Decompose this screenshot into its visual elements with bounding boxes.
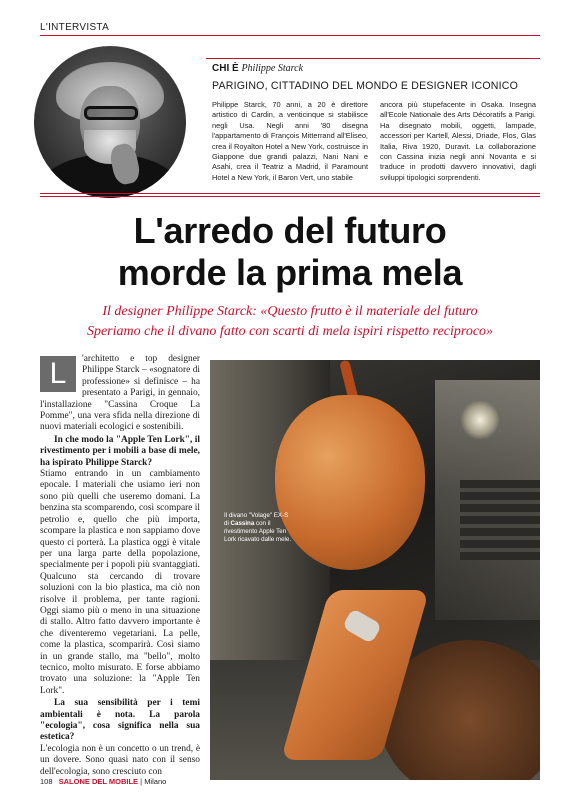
page-number: 108 [40,777,53,786]
footer-city: Milano [144,777,167,786]
headline-line-1: L'arredo del futuro [133,210,447,251]
profile-title: PARIGINO, CITTADINO DEL MONDO E DESIGNER ICONICO [212,80,519,92]
drop-cap: L [40,356,76,392]
headline-line-2: morde la prima mela [117,252,463,293]
section-label: L'INTERVISTA [40,22,110,33]
photo-caption: Il divano "Volage" EX-S di Cassina con il rivestimento Apple Ten Lork ricavato dalle mele. [224,512,292,543]
subheadline-line-1: Il designer Philippe Starck: «Questo frutto è il materiale del futuro [102,304,478,319]
profile-chi-label: CHI È [212,63,239,74]
divider-rule [40,193,540,194]
subheadline [40,302,540,342]
caption-brand: Cassina [230,520,255,527]
top-rule [40,35,540,36]
profile-bio-col1: Philippe Starck, 70 anni, a 20 è direttore artistico di Cardin, a venticinque si stabilisce negli Usa. Negli anni '80 disegna l'appartamento di François Mitterrand all'Eliseo, crea il Royalton Hotel a New York, costruisce in Giappone due grandi palazzi, Nani Nani e Asahi, crea il Teatriz a Madrid, il Paramount Hotel a New York, il Baron Vert, uno stabile [212,100,368,182]
article-lead: 'architetto e top designer Philippe Starck – «sognatore di professione» si definisce – ha presentato a Parigi, in gennaio, l'installazione "Cassina Croque La Pomme", una vera sfida nella direzione di nuovi materiali ecologici e sostenibili. [40,354,200,433]
headline [40,210,540,294]
profile-name: Philippe Starck [241,63,304,74]
profile-rule [206,58,540,59]
divider-rule [40,196,540,197]
interview-answer-2: L'ecologia non è un concetto o un trend, è un dovere. Sono quasi nato con il senso dell'ecologia, sono cresciuto con [40,743,200,777]
page-footer: 108 SALONE DEL MOBILE | Milano [40,777,167,786]
interview-question-1: In che modo la "Apple Ten Lork", il rivestimento per i mobili a base di mele, ha ispirato Philippe Starck? [40,434,200,468]
glasses-shape [84,106,138,120]
interview-answer-1: Stiamo entrando in un cambiamento epocale. I materiali che usiamo ieri non sono più quelli che useremo domani. La benzina sta scomparendo, così scompare il petrolio e, quello che più importa, scompare la plastica e non sappiamo dove questo ci porterà. La plastica oggi è vitale per una larga parte della popolazione, specialmente per i popoli più svantaggiati. Qualcuno sta cercando di trovare soluzioni con la bio plastica, ma ciò non risolve il problema, per tante ragioni. Oggi siamo più o meno in una situazione di stallo. Altro fatto davvero importante è che diventeremo vegetariani. La pelle, come la plastica, scomparirà. Così siamo in un grande stallo, ma "bello", molto tecnico, molto misurato. E forse abbiamo trovato una soluzione: la "Apple Ten Lork". [40,469,200,696]
article-column [40,354,200,778]
apple-sculpture-shape [275,395,425,570]
profile-bio-col2: ancora più stupefacente in Osaka. Insegna all'Ecole Nationale des Arts Décoratifs a Parigi. Ha disegnato mobili, oggetti, lampade, accessori per Kartell, Alessi, Driade, Flos, Glas Italia, Riva 1920, Duravit. La collaborazione con Cassina inizia negli anni Novanta e si traduce in prodotti davvero innovativi, dagli sviluppi tipologici sorprendenti. [380,100,536,182]
interview-question-2: La sua sensibilità per i temi ambientali è nota. La parola "ecologia", cosa significa nella sua estetica? [40,698,200,743]
footer-brand: SALONE DEL MOBILE [58,777,139,786]
profile-label [212,63,303,74]
portrait-photo [34,46,186,198]
sofa-apple-photo [210,360,540,780]
subheadline-line-2: Speriamo che il divano fatto con scarti di mela ispiri rispetto reciproco» [86,324,494,339]
